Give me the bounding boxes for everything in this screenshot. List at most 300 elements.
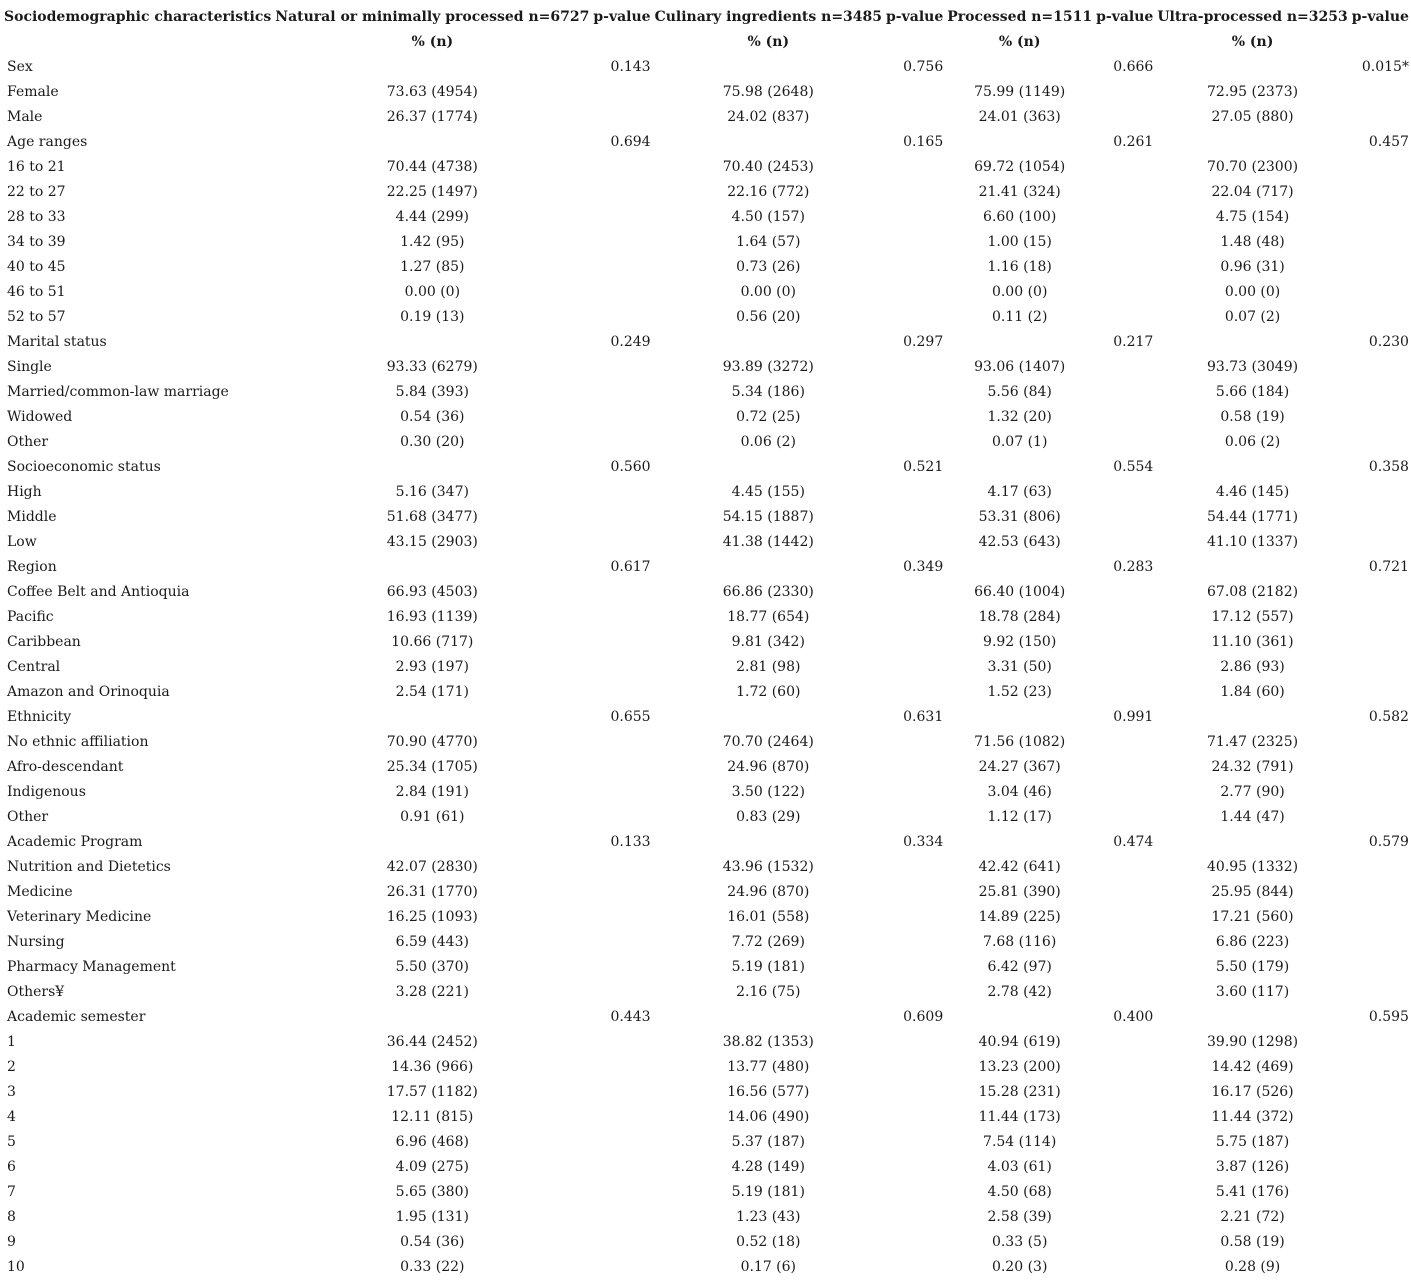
p-value-cell <box>1350 480 1411 505</box>
percent-cell: 4.17 (63) <box>987 484 1052 500</box>
table-row <box>2 1005 1411 1030</box>
percent-cell: 7.68 (116) <box>983 934 1057 950</box>
p-value-cell <box>1094 105 1155 130</box>
percent-cell: 36.44 (2452) <box>386 1034 478 1050</box>
row-label: Academic Program <box>7 834 143 850</box>
row-label: 1 <box>7 1034 16 1050</box>
p-value-cell: 0.165 <box>903 134 944 150</box>
p-value-cell <box>1350 1080 1411 1105</box>
percent-cell: 0.00 (0) <box>1224 284 1281 300</box>
percent-cell: 11.44 (173) <box>978 1109 1061 1125</box>
row-label: 3 <box>7 1084 16 1100</box>
table-row <box>2 755 1411 780</box>
p-value-cell <box>591 305 652 330</box>
p-value-cell <box>1094 280 1155 305</box>
p-value-cell <box>591 230 652 255</box>
percent-cell: 14.06 (490) <box>727 1109 810 1125</box>
percent-cell: 1.95 (131) <box>395 1209 469 1225</box>
header-row <box>2 5 1411 30</box>
p-value-cell <box>1350 255 1411 280</box>
row-label: Middle <box>7 509 57 525</box>
percent-cell: 11.10 (361) <box>1211 634 1294 650</box>
p-value-cell <box>1094 980 1155 1005</box>
sociodemographic-table <box>2 5 1411 1280</box>
table-row <box>2 780 1411 805</box>
p-value-cell: 0.554 <box>1113 459 1154 475</box>
percent-cell: 14.42 (469) <box>1211 1059 1294 1075</box>
header-pvalue: p-value <box>1096 9 1154 25</box>
percent-cell: 18.77 (654) <box>727 609 810 625</box>
percent-cell: 5.56 (84) <box>987 384 1052 400</box>
p-value-cell <box>591 1055 652 1080</box>
percent-cell: 5.65 (380) <box>395 1184 469 1200</box>
p-value-cell <box>1094 430 1155 455</box>
row-label: No ethnic affiliation <box>7 734 149 750</box>
percent-cell: 93.33 (6279) <box>386 359 478 375</box>
percent-cell: 1.48 (48) <box>1220 234 1285 250</box>
p-value-cell: 0.617 <box>610 559 651 575</box>
percent-cell: 17.57 (1182) <box>386 1084 478 1100</box>
percent-cell: 38.82 (1353) <box>722 1034 814 1050</box>
percent-cell <box>273 705 591 730</box>
table-row <box>2 530 1411 555</box>
percent-cell: 0.00 (0) <box>740 284 797 300</box>
percent-cell: 2.78 (42) <box>987 984 1052 1000</box>
row-label: Single <box>7 359 52 375</box>
percent-cell <box>653 55 884 80</box>
p-value-cell: 0.261 <box>1113 134 1154 150</box>
p-value-cell <box>1350 1230 1411 1255</box>
table-row <box>2 105 1411 130</box>
p-value-cell: 0.756 <box>903 59 944 75</box>
header-natural: Natural or minimally processed n=6727 <box>275 9 590 25</box>
p-value-cell: 0.582 <box>1368 709 1409 725</box>
percent-cell: 3.50 (122) <box>731 784 805 800</box>
percent-cell: 70.70 (2300) <box>1207 159 1299 175</box>
table-row <box>2 330 1411 355</box>
p-value-cell <box>591 405 652 430</box>
row-label: Caribbean <box>7 634 81 650</box>
percent-cell: 0.20 (3) <box>991 1259 1048 1275</box>
percent-cell: 0.07 (1) <box>991 434 1048 450</box>
p-value-cell <box>884 930 945 955</box>
percent-cell <box>653 130 884 155</box>
percent-cell: 0.54 (36) <box>400 1234 465 1250</box>
percent-cell: 73.63 (4954) <box>386 84 478 100</box>
percent-cell: 43.15 (2903) <box>386 534 478 550</box>
p-value-cell: 0.991 <box>1113 709 1154 725</box>
percent-cell: 22.04 (717) <box>1211 184 1294 200</box>
percent-cell: 14.89 (225) <box>978 909 1061 925</box>
percent-cell <box>945 130 1094 155</box>
percent-cell: 6.42 (97) <box>987 959 1052 975</box>
p-value-cell <box>884 80 945 105</box>
percent-cell <box>1155 330 1349 355</box>
p-value-cell <box>591 180 652 205</box>
percent-cell: 70.70 (2464) <box>722 734 814 750</box>
percent-cell: 72.95 (2373) <box>1207 84 1299 100</box>
percent-cell: 1.27 (85) <box>400 259 465 275</box>
p-value-cell <box>1094 780 1155 805</box>
p-value-cell <box>1350 630 1411 655</box>
p-value-cell <box>591 480 652 505</box>
p-value-cell <box>884 355 945 380</box>
percent-cell <box>945 1005 1094 1030</box>
percent-cell <box>945 330 1094 355</box>
table-row <box>2 880 1411 905</box>
p-value-cell <box>1094 880 1155 905</box>
p-value-cell <box>1094 155 1155 180</box>
table-row <box>2 730 1411 755</box>
p-value-cell <box>591 730 652 755</box>
p-value-cell: 0.595 <box>1368 1009 1409 1025</box>
p-value-cell <box>591 880 652 905</box>
p-value-cell <box>884 855 945 880</box>
p-value-cell: 0.560 <box>610 459 651 475</box>
unit-label: % (n) <box>747 34 790 50</box>
p-value-cell: 0.358 <box>1368 459 1409 475</box>
p-value-cell <box>1094 855 1155 880</box>
percent-cell: 5.66 (184) <box>1215 384 1290 400</box>
percent-cell: 0.58 (19) <box>1220 409 1285 425</box>
p-value-cell <box>1094 1155 1155 1180</box>
row-label: Marital status <box>7 334 107 350</box>
header-processed: Processed n=1511 <box>947 9 1093 25</box>
p-value-cell: 0.443 <box>610 1009 651 1025</box>
table-row <box>2 1105 1411 1130</box>
row-label: Pharmacy Management <box>7 959 176 975</box>
table-row <box>2 1205 1411 1230</box>
percent-cell <box>653 1005 884 1030</box>
p-value-cell <box>591 1155 652 1180</box>
p-value-cell <box>1094 805 1155 830</box>
row-label: Coffee Belt and Antioquia <box>7 584 190 600</box>
p-value-cell: 0.015* <box>1361 59 1409 75</box>
p-value-cell <box>1094 1055 1155 1080</box>
percent-cell: 4.09 (275) <box>395 1159 469 1175</box>
p-value-cell: 0.349 <box>903 559 944 575</box>
table-row <box>2 505 1411 530</box>
percent-cell: 70.90 (4770) <box>386 734 478 750</box>
header-culinary: Culinary ingredients n=3485 <box>654 9 883 25</box>
p-value-cell <box>1094 1230 1155 1255</box>
p-value-cell <box>1350 1180 1411 1205</box>
row-label: 10 <box>7 1259 25 1275</box>
row-label: Female <box>7 84 59 100</box>
percent-cell: 0.54 (36) <box>400 409 465 425</box>
percent-cell <box>1155 130 1349 155</box>
percent-cell: 42.53 (643) <box>978 534 1061 550</box>
p-value-cell <box>591 980 652 1005</box>
p-value-cell <box>591 205 652 230</box>
table-row <box>2 255 1411 280</box>
percent-cell: 24.27 (367) <box>978 759 1061 775</box>
row-label: 52 to 57 <box>7 309 66 325</box>
percent-cell: 70.40 (2453) <box>722 159 814 175</box>
percent-cell: 5.16 (347) <box>395 484 469 500</box>
row-label: Sex <box>7 59 33 75</box>
percent-cell: 17.12 (557) <box>1211 609 1294 625</box>
p-value-cell <box>1094 655 1155 680</box>
percent-cell: 3.04 (46) <box>987 784 1052 800</box>
row-label: 7 <box>7 1184 16 1200</box>
p-value-cell <box>1094 230 1155 255</box>
p-value-cell <box>884 480 945 505</box>
unit-row <box>2 30 1411 55</box>
p-value-cell: 0.457 <box>1368 134 1409 150</box>
percent-cell: 3.87 (126) <box>1215 1159 1290 1175</box>
row-label: Male <box>7 109 43 125</box>
row-label: 40 to 45 <box>7 259 66 275</box>
percent-cell: 21.41 (324) <box>978 184 1061 200</box>
percent-cell: 2.77 (90) <box>1220 784 1285 800</box>
table-row <box>2 1030 1411 1055</box>
percent-cell: 26.37 (1774) <box>386 109 478 125</box>
percent-cell: 41.38 (1442) <box>722 534 814 550</box>
row-label: Nursing <box>7 934 65 950</box>
p-value-cell <box>1350 955 1411 980</box>
percent-cell: 16.17 (526) <box>1211 1084 1294 1100</box>
percent-cell: 17.21 (560) <box>1211 909 1294 925</box>
row-label: 2 <box>7 1059 16 1075</box>
percent-cell: 5.41 (176) <box>1215 1184 1290 1200</box>
percent-cell: 53.31 (806) <box>978 509 1061 525</box>
p-value-cell <box>1350 855 1411 880</box>
percent-cell: 0.11 (2) <box>991 309 1048 325</box>
p-value-cell <box>884 1230 945 1255</box>
p-value-cell: 0.609 <box>903 1009 944 1025</box>
table-body <box>2 55 1411 1280</box>
p-value-cell <box>591 1080 652 1105</box>
p-value-cell <box>884 1205 945 1230</box>
percent-cell <box>273 1005 591 1030</box>
p-value-cell <box>1350 505 1411 530</box>
percent-cell: 54.15 (1887) <box>722 509 814 525</box>
percent-cell: 16.25 (1093) <box>386 909 478 925</box>
table-row <box>2 280 1411 305</box>
percent-cell: 51.68 (3477) <box>386 509 478 525</box>
percent-cell: 24.32 (791) <box>1211 759 1294 775</box>
percent-cell: 0.83 (29) <box>736 809 801 825</box>
percent-cell: 4.45 (155) <box>731 484 805 500</box>
p-value-cell <box>1094 405 1155 430</box>
p-value-cell <box>1094 605 1155 630</box>
p-value-cell <box>591 805 652 830</box>
p-value-cell: 0.297 <box>903 334 944 350</box>
p-value-cell <box>1094 180 1155 205</box>
p-value-cell <box>591 430 652 455</box>
percent-cell: 24.96 (870) <box>727 884 810 900</box>
p-value-cell <box>1350 280 1411 305</box>
percent-cell <box>273 55 591 80</box>
p-value-cell <box>1350 680 1411 705</box>
table-row <box>2 155 1411 180</box>
p-value-cell <box>884 580 945 605</box>
p-value-cell <box>1350 1205 1411 1230</box>
percent-cell: 1.72 (60) <box>736 684 801 700</box>
table-row <box>2 1230 1411 1255</box>
percent-cell: 0.33 (22) <box>400 1259 465 1275</box>
p-value-cell <box>591 755 652 780</box>
percent-cell: 70.44 (4738) <box>386 159 478 175</box>
row-label: Indigenous <box>7 784 86 800</box>
percent-cell: 93.06 (1407) <box>974 359 1066 375</box>
percent-cell: 22.25 (1497) <box>386 184 478 200</box>
p-value-cell <box>591 380 652 405</box>
row-label: 9 <box>7 1234 16 1250</box>
p-value-cell <box>884 955 945 980</box>
percent-cell <box>273 830 591 855</box>
p-value-cell <box>884 155 945 180</box>
percent-cell <box>945 830 1094 855</box>
percent-cell: 42.42 (641) <box>978 859 1061 875</box>
percent-cell: 1.32 (20) <box>987 409 1052 425</box>
p-value-cell <box>884 505 945 530</box>
p-value-cell <box>884 230 945 255</box>
percent-cell: 1.23 (43) <box>736 1209 801 1225</box>
p-value-cell <box>1094 480 1155 505</box>
unit-label: % (n) <box>1231 34 1274 50</box>
percent-cell: 15.28 (231) <box>978 1084 1061 1100</box>
table-row <box>2 805 1411 830</box>
p-value-cell <box>1094 255 1155 280</box>
p-value-cell <box>591 530 652 555</box>
p-value-cell <box>591 155 652 180</box>
percent-cell: 1.42 (95) <box>400 234 465 250</box>
percent-cell: 2.54 (171) <box>395 684 469 700</box>
p-value-cell <box>884 1255 945 1280</box>
p-value-cell <box>884 805 945 830</box>
percent-cell: 6.86 (223) <box>1215 934 1290 950</box>
table-row <box>2 355 1411 380</box>
header-label: Sociodemographic characteristics <box>4 9 272 25</box>
row-label: Central <box>7 659 61 675</box>
table-row <box>2 1055 1411 1080</box>
percent-cell: 54.44 (1771) <box>1207 509 1299 525</box>
p-value-cell <box>1350 655 1411 680</box>
percent-cell: 0.19 (13) <box>400 309 465 325</box>
percent-cell <box>273 130 591 155</box>
table-row <box>2 655 1411 680</box>
p-value-cell <box>591 955 652 980</box>
percent-cell: 16.01 (558) <box>727 909 810 925</box>
p-value-cell <box>1094 730 1155 755</box>
p-value-cell <box>1094 580 1155 605</box>
table-row <box>2 1155 1411 1180</box>
p-value-cell <box>884 730 945 755</box>
p-value-cell <box>884 1130 945 1155</box>
table-row <box>2 680 1411 705</box>
p-value-cell <box>1350 205 1411 230</box>
p-value-cell <box>1350 1155 1411 1180</box>
p-value-cell <box>1350 880 1411 905</box>
percent-cell: 0.28 (9) <box>1224 1259 1281 1275</box>
p-value-cell <box>591 1130 652 1155</box>
row-label: Ethnicity <box>7 709 72 725</box>
p-value-cell <box>591 630 652 655</box>
p-value-cell <box>1350 105 1411 130</box>
p-value-cell <box>884 180 945 205</box>
percent-cell <box>653 830 884 855</box>
p-value-cell: 0.249 <box>610 334 651 350</box>
p-value-cell: 0.655 <box>610 709 651 725</box>
p-value-cell: 0.474 <box>1113 834 1154 850</box>
percent-cell <box>653 705 884 730</box>
p-value-cell <box>1094 1180 1155 1205</box>
header-ultra-processed: Ultra-processed n=3253 <box>1157 9 1348 25</box>
p-value-cell <box>884 1055 945 1080</box>
p-value-cell <box>591 505 652 530</box>
percent-cell: 2.58 (39) <box>987 1209 1052 1225</box>
percent-cell: 2.21 (72) <box>1220 1209 1285 1225</box>
p-value-cell <box>1350 405 1411 430</box>
percent-cell: 16.56 (577) <box>727 1084 810 1100</box>
row-label: Region <box>7 559 57 575</box>
percent-cell: 6.96 (468) <box>395 1134 469 1150</box>
p-value-cell <box>1094 1205 1155 1230</box>
p-value-cell <box>1350 1055 1411 1080</box>
percent-cell: 9.92 (150) <box>983 634 1057 650</box>
percent-cell: 22.16 (772) <box>727 184 810 200</box>
row-label: 46 to 51 <box>7 284 66 300</box>
row-label: Veterinary Medicine <box>7 909 152 925</box>
percent-cell: 25.95 (844) <box>1211 884 1294 900</box>
percent-cell: 0.17 (6) <box>740 1259 797 1275</box>
percent-cell: 75.99 (1149) <box>974 84 1066 100</box>
percent-cell <box>945 705 1094 730</box>
p-value-cell <box>1350 180 1411 205</box>
p-value-cell: 0.721 <box>1368 559 1409 575</box>
p-value-cell: 0.521 <box>903 459 944 475</box>
p-value-cell: 0.694 <box>610 134 651 150</box>
table-row <box>2 930 1411 955</box>
p-value-cell <box>591 905 652 930</box>
percent-cell: 3.31 (50) <box>987 659 1052 675</box>
table-row <box>2 1255 1411 1280</box>
percent-cell: 5.37 (187) <box>731 1134 805 1150</box>
percent-cell: 25.34 (1705) <box>386 759 478 775</box>
p-value-cell <box>1350 80 1411 105</box>
percent-cell: 5.34 (186) <box>731 384 805 400</box>
percent-cell: 1.84 (60) <box>1220 684 1285 700</box>
percent-cell <box>653 455 884 480</box>
p-value-cell <box>591 680 652 705</box>
table-row <box>2 605 1411 630</box>
percent-cell: 0.06 (2) <box>740 434 797 450</box>
percent-cell: 1.64 (57) <box>736 234 801 250</box>
p-value-cell <box>1094 630 1155 655</box>
p-value-cell: 0.579 <box>1368 834 1409 850</box>
table-row <box>2 1080 1411 1105</box>
p-value-cell <box>1350 1130 1411 1155</box>
p-value-cell <box>884 255 945 280</box>
p-value-cell <box>884 1030 945 1055</box>
percent-cell: 4.50 (157) <box>731 209 805 225</box>
p-value-cell <box>1094 1105 1155 1130</box>
table-row <box>2 980 1411 1005</box>
row-label: 5 <box>7 1134 16 1150</box>
percent-cell: 0.00 (0) <box>991 284 1048 300</box>
p-value-cell <box>1094 505 1155 530</box>
percent-cell: 4.75 (154) <box>1215 209 1290 225</box>
percent-cell: 5.19 (181) <box>731 959 805 975</box>
percent-cell: 3.28 (221) <box>395 984 469 1000</box>
percent-cell: 5.75 (187) <box>1215 1134 1290 1150</box>
p-value-cell <box>1094 1130 1155 1155</box>
p-value-cell <box>1350 1105 1411 1130</box>
p-value-cell <box>884 905 945 930</box>
percent-cell: 0.30 (20) <box>400 434 465 450</box>
